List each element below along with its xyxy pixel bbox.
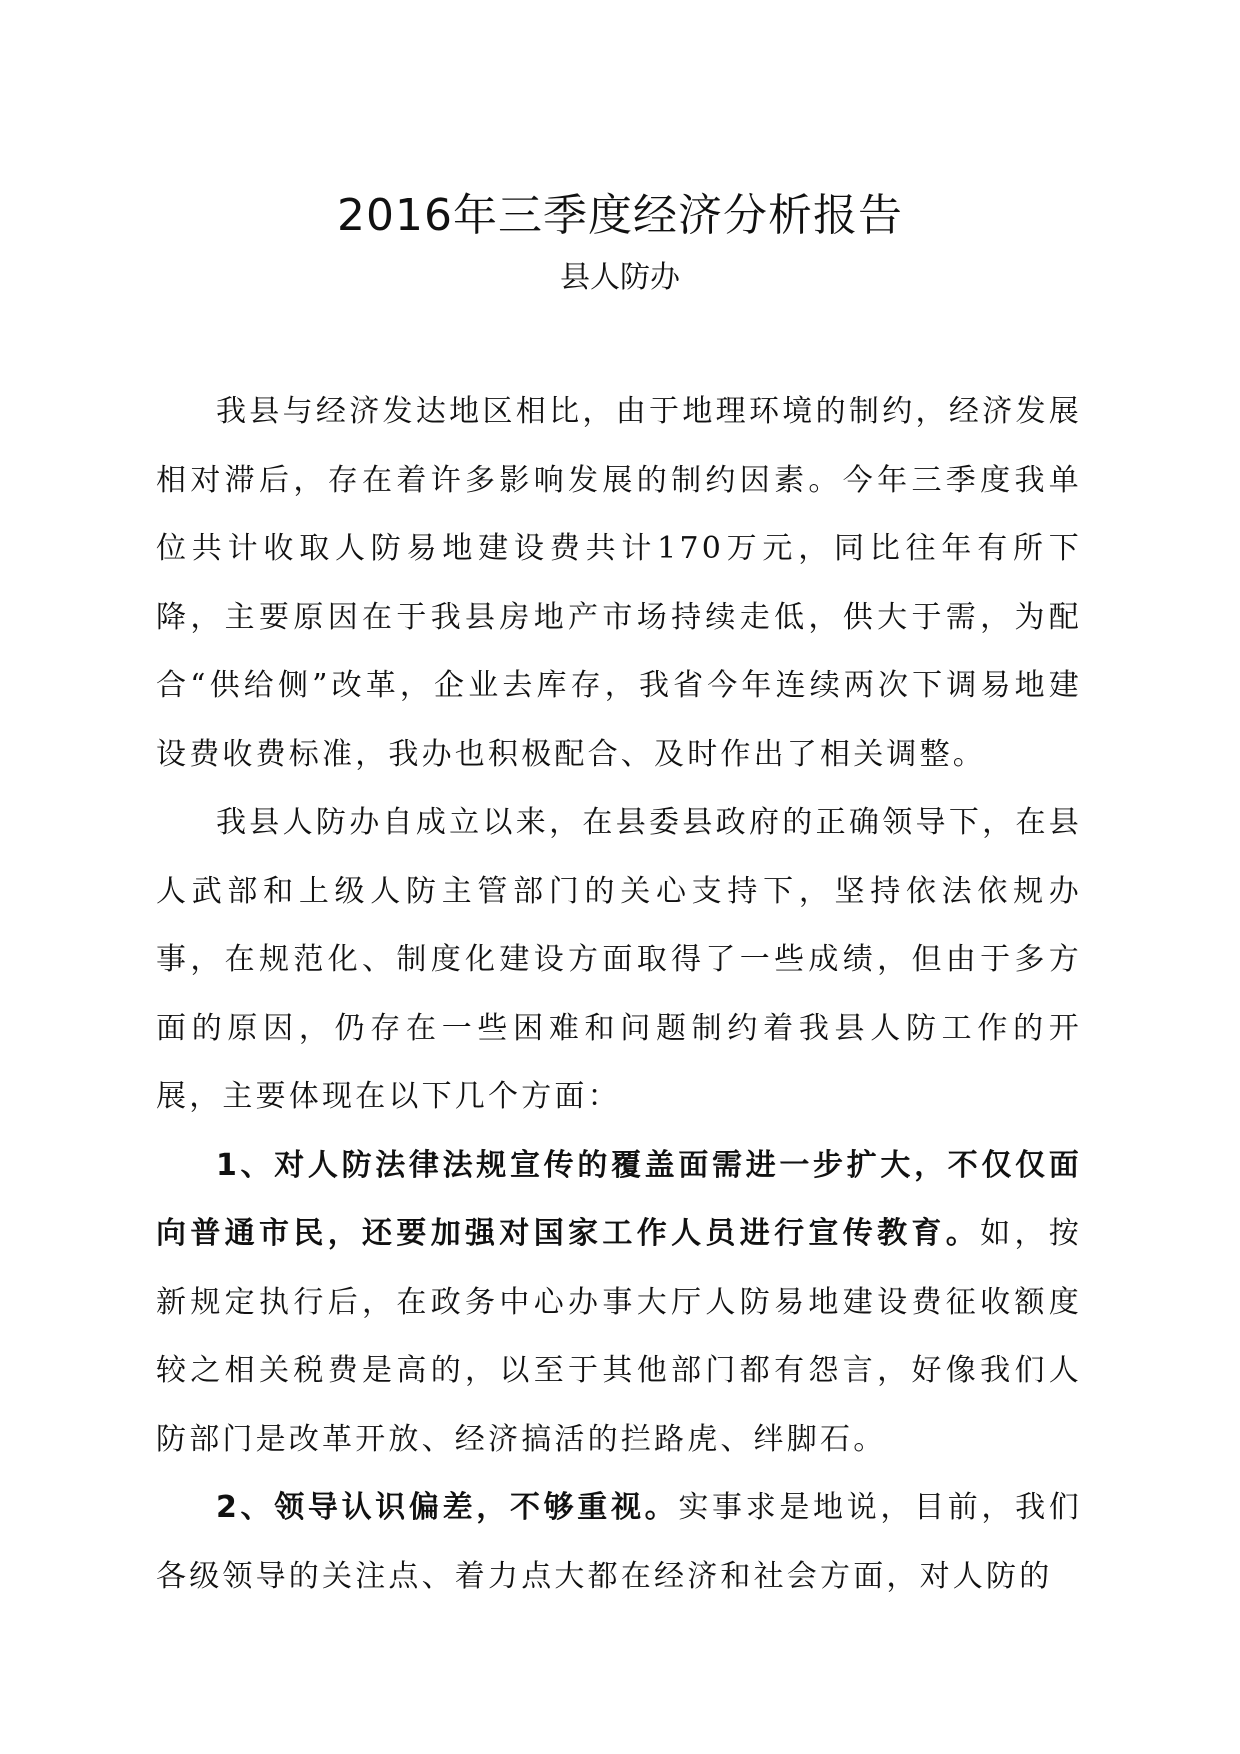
paragraph-4-text: 实事求是地说，目前，我们各级领导的关注点、着力点大都在经济和社会方面，对人防的 bbox=[156, 1490, 1082, 1594]
document-title: 2016年三季度经济分析报告 bbox=[337, 190, 903, 241]
paragraph-4-heading: 2、领导认识偏差，不够重视。 bbox=[216, 1490, 679, 1525]
paragraph-3-text: 如，按新规定执行后，在政务中心办事大厅人防易地建设费征收额度较之相关税费是高的，以至于其他部门都有怨言，好像我们人防部门是改革开放、经济搞活的拦路虎、绊脚石。 bbox=[156, 1216, 1082, 1457]
paragraph-3 bbox=[156, 1132, 1082, 1475]
paragraph-3-heading: 1、对人防法律法规宣传的覆盖面需进一步扩大，不仅仅面向普通市民，还要加强对国家工作人员进行宣传教育。 bbox=[156, 1147, 1082, 1251]
paragraph-1 bbox=[156, 378, 1082, 789]
paragraph-2-text: 我县人防办自成立以来，在县委县政府的正确领导下，在县人武部和上级人防主管部门的关心支持下，坚持依法依规办事，在规范化、制度化建设方面取得了一些成绩，但由于多方面的原因，仍存在一些困难和问题制约着我县人防工作的开展，主要体现在以下几个方面： bbox=[156, 805, 1082, 1114]
paragraph-2 bbox=[156, 789, 1082, 1132]
document-body bbox=[156, 378, 1082, 1611]
document-author: 县人防办 bbox=[560, 260, 680, 295]
paragraph-1-text: 我县与经济发达地区相比，由于地理环境的制约，经济发展相对滞后，存在着许多影响发展的制约因素。今年三季度我单位共计收取人防易地建设费共计170万元，同比往年有所下降，主要原因在于我县房地产市场持续走低，供大于需，为配合“供给侧”改革，企业去库存，我省今年连续两次下调易地建设费收费标准，我办也积极配合、及时作出了相关调整。 bbox=[156, 394, 1082, 772]
paragraph-4 bbox=[156, 1474, 1082, 1611]
